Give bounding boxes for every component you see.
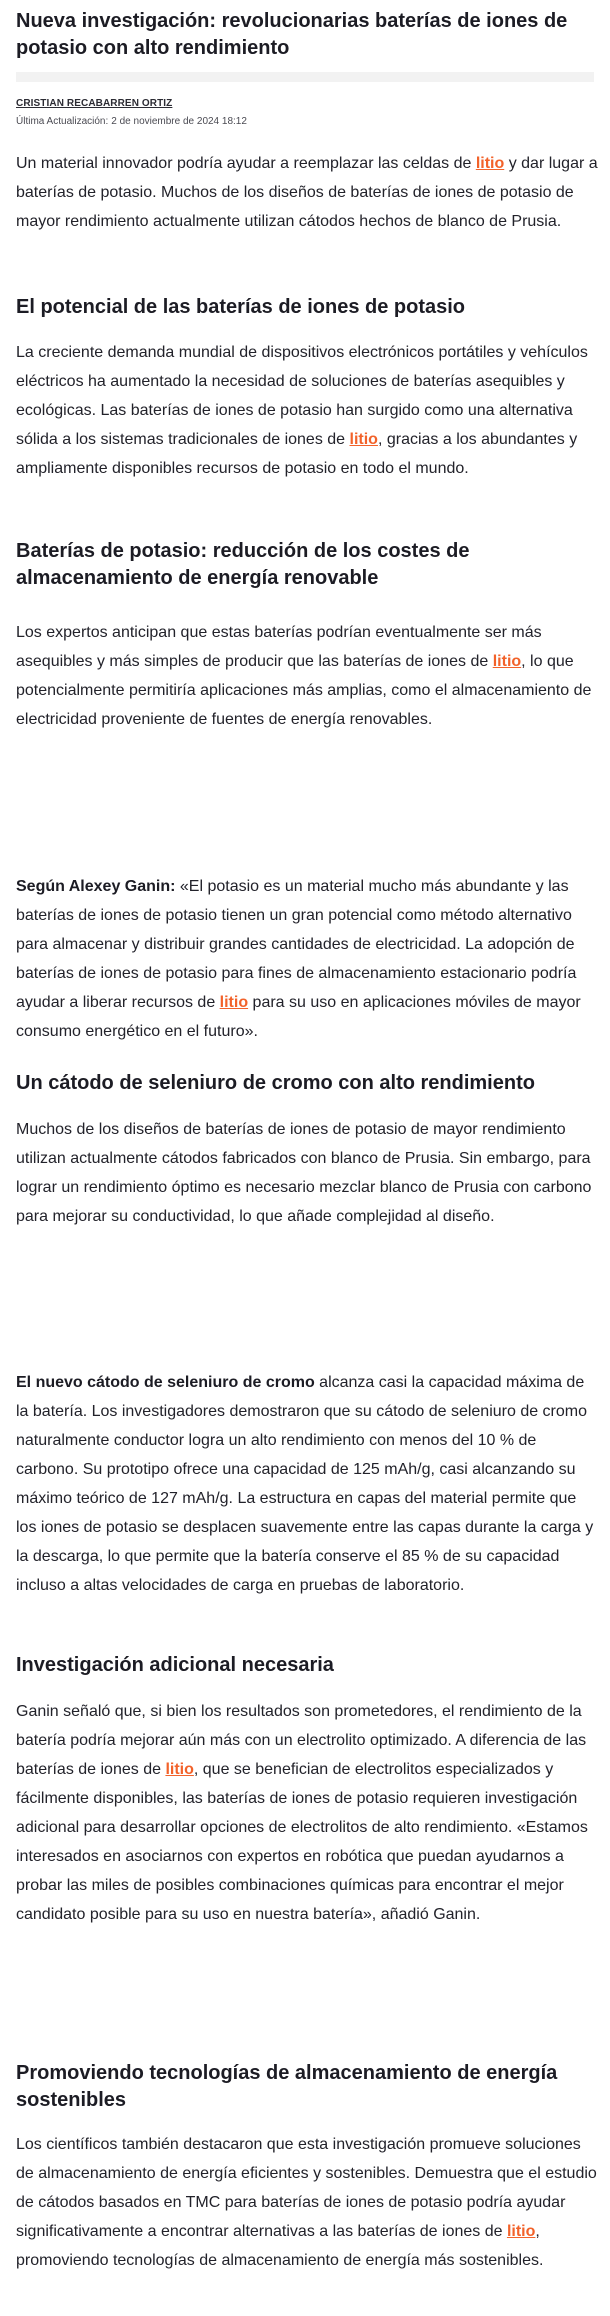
litio-link[interactable]: litio	[475, 155, 505, 172]
section-heading-costs: Baterías de potasio: reducción de los costes de almacenamiento de energía renovable	[16, 540, 470, 589]
section-paragraph-costs	[16, 618, 598, 734]
text-run: , promoviendo tecnologías de almacenamiento de energía más sostenibles.	[16, 2223, 544, 2269]
text-run: , que se benefician de electrolitos especializados y fácilmente disponibles, las baterías de iones de potasio requieren investigación adicional para desarrollar opciones de electrolitos de alto rendimiento. «Estamos interesados en asociarnos con expertos en robótica que puedan ayudarnos a probar las miles de posibles combinaciones químicas para encontrar el mejor candidato posible para su uso en nuestra batería», añadió Ganin.	[16, 1761, 588, 1923]
litio-link[interactable]: litio	[349, 431, 378, 448]
litio-link[interactable]: litio	[165, 1761, 194, 1778]
section-paragraph-cathode: Muchos de los diseños de baterías de iones de potasio de mayor rendimiento utilizan actualmente cátodos fabricados con blanco de Prusia. Sin embargo, para lograr un rendimiento óptimo es necesario mezclar blanco de Prusia con carbono para mejorar su conductividad, lo que añade complejidad al diseño.	[16, 1121, 592, 1225]
litio-link[interactable]: litio	[492, 653, 522, 670]
article-title: Nueva investigación: revolucionarias baterías de iones de potasio con alto rendimiento	[16, 10, 568, 59]
text-run: , gracias a los abundantes y ampliamente disponibles recursos de potasio en todo el mundo.	[16, 431, 578, 477]
litio-link[interactable]: litio	[506, 2223, 536, 2240]
section-heading-cathode: Un cátodo de seleniuro de cromo con alto rendimiento	[16, 1072, 535, 1094]
intro-paragraph	[16, 149, 598, 236]
last-update	[16, 116, 247, 128]
section-heading-sustainable: Promoviendo tecnologías de almacenamiento de energía sostenibles	[16, 2062, 558, 2111]
quote-lead: Según Alexey Ganin:	[16, 878, 176, 895]
text-run: Los expertos anticipan que estas baterías podrían eventualmente ser más asequibles y más simples de producir que las baterías de iones de	[16, 624, 542, 670]
text-run: Ganin señaló que, si bien los resultados son prometedores, el rendimiento de la batería podría mejorar aún más con un electrolito optimizado. A diferencia de las baterías de iones de	[16, 1703, 587, 1778]
section-heading-research: Investigación adicional necesaria	[16, 1654, 334, 1676]
cathode-lead: El nuevo cátodo de seleniuro de cromo	[16, 1374, 315, 1391]
text-run: Un material innovador podría ayudar a reemplazar las celdas de	[16, 155, 476, 172]
text-run: y dar lugar a baterías de potasio. Muchos de los diseños de baterías de iones de potasio de mayor rendimiento actualmente utilizan cátodos hechos de blanco de Prusia.	[16, 155, 598, 230]
quote-paragraph	[16, 872, 598, 1046]
title-divider	[16, 72, 594, 82]
section-paragraph-potential	[16, 338, 598, 483]
text-run: La creciente demanda mundial de dispositivos electrónicos portátiles y vehículos eléctricos ha aumentado la necesidad de soluciones de baterías asequibles y ecológicas. Las baterías de iones de potasio han surgido como una alternativa sólida a los sistemas tradicionales de iones de	[16, 344, 588, 448]
litio-link[interactable]: litio	[219, 994, 249, 1011]
text-run: alcanza casi la capacidad máxima de la batería. Los investigadores demostraron que su cátodo de seleniuro de cromo naturalmente conductor logra un alto rendimiento con menos del 10 % de carbono. Su prototipo ofrece una capacidad de 125 mAh/g, casi alcanzando su máximo teórico de 127 mAh/g. La estructura en capas del material permite que los iones de potasio se desplacen suavemente entre las capas durante la carga y la descarga, lo que permite que la batería conserve el 85 % de su capacidad incluso a altas velocidades de carga en pruebas de laboratorio.	[16, 1374, 594, 1594]
last-update-date: 2 de noviembre de 2024 18:12	[111, 116, 247, 127]
section-paragraph-research	[16, 1697, 598, 1929]
text-run: para su uso en aplicaciones móviles de mayor consumo energético en el futuro».	[16, 994, 581, 1040]
cathode-results-paragraph	[16, 1368, 598, 1600]
text-run: , lo que potencialmente permitiría aplicaciones más amplias, como el almacenamiento de electricidad proveniente de fuentes de energía renovables.	[16, 653, 592, 728]
text-run: «El potasio es un material mucho más abundante y las baterías de iones de potasio tienen un gran potencial como método alternativo para almacenar y distribuir grandes cantidades de electricidad. La adopción de baterías de iones de potasio para fines de almacenamiento estacionario podría ayudar a liberar recursos de	[16, 878, 577, 1011]
section-heading-potential: El potencial de las baterías de iones de potasio	[16, 296, 466, 318]
section-paragraph-sustainable	[16, 2130, 598, 2275]
author-link[interactable]: CRISTIAN RECABARREN ORTIZ	[16, 98, 173, 109]
text-run: Los científicos también destacaron que esta investigación promueve soluciones de almacenamiento de energía eficientes y sostenibles. Demuestra que el estudio de cátodos basados en TMC para baterías de iones de potasio podría ayudar significativamente a encontrar alternativas a las baterías de iones de	[16, 2136, 597, 2240]
last-update-label: Última Actualización:	[16, 116, 109, 127]
